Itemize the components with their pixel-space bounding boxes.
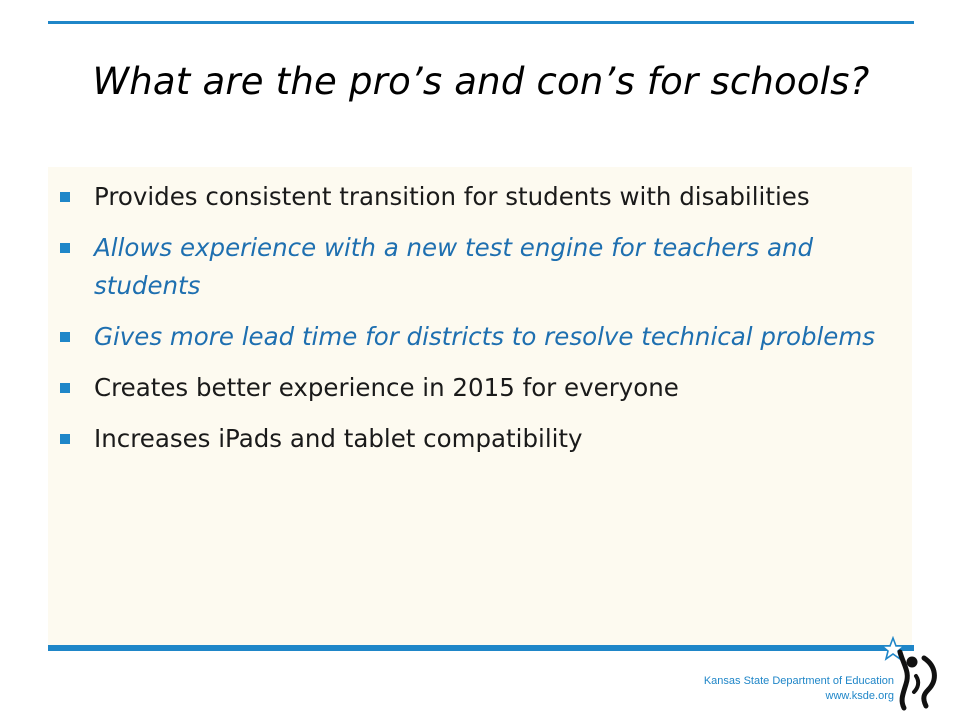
slide-title: What are the pro’s and con’s for schools? [92,60,870,103]
square-bullet-icon [60,332,70,342]
bullet-item [56,229,906,305]
bottom-divider [48,645,914,651]
figure-body-icon [900,652,907,708]
bullet-text: Creates better experience in 2015 for everyone [94,373,679,402]
bullet-list [56,178,906,471]
top-divider [48,21,914,24]
bullet-text: Provides consistent transition for students with disabilities [94,182,810,211]
footer-org: Kansas State Department of Education [703,675,894,687]
square-bullet-icon [60,192,70,202]
square-bullet-icon [60,383,70,393]
bullet-item [56,178,906,216]
ksde-logo-icon [880,636,950,712]
bullet-item [56,420,906,458]
bullet-item [56,369,906,407]
figure-leg-icon [914,676,918,692]
figure-head-icon [907,657,918,668]
footer [704,674,894,704]
bullet-text: Gives more lead time for districts to resolve technical problems [94,322,876,351]
bullet-text: Allows experience with a new test engine for teachers and students [94,233,814,300]
square-bullet-icon [60,434,70,444]
square-bullet-icon [60,243,70,253]
figure-arm-icon [924,658,935,706]
footer-url[interactable]: www.ksde.org [825,690,894,702]
bullet-text: Increases iPads and tablet compatibility [94,424,583,453]
bullet-item [56,318,906,356]
